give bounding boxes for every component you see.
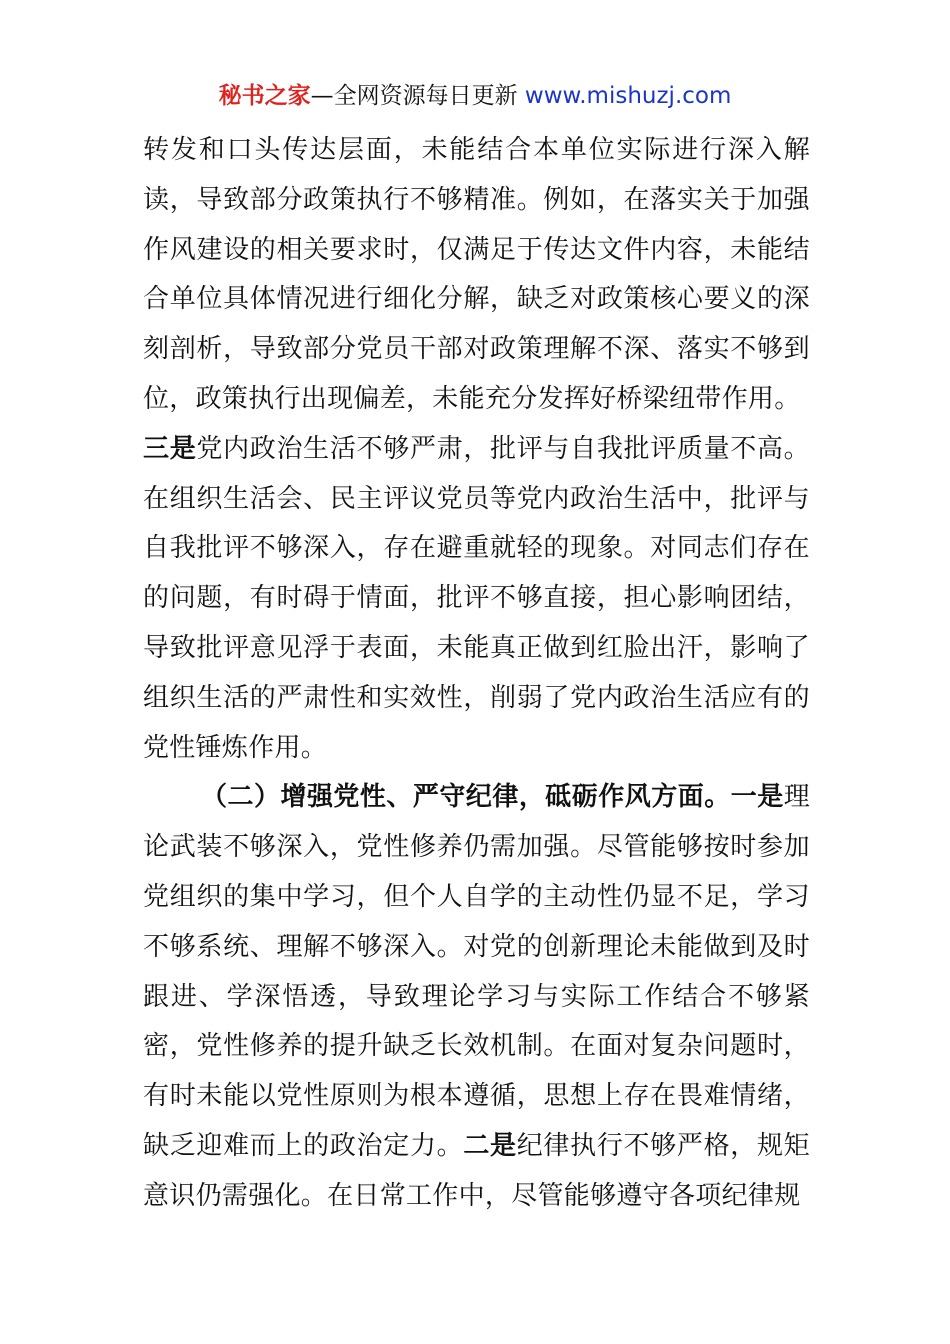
paragraph-3-text-2: 纪律执行不够严格，规矩意识仍需强化。在日常工作中，尽管能够遵守各项纪律规: [143, 1130, 810, 1211]
paragraph-1: 转发和口头传达层面，未能结合本单位实际进行深入解读，导致部分政策执行不够精准。例如，在落实关于加强作风建设的相关要求时，仅满足于传达文件内容，未能结合单位具体情况进行细化分解，缺乏对政策核心要义的深刻剖析，导致部分党员干部对政策理解不深、落实不够到位，政策执行出现偏差，未能充分发挥好桥梁纽带作用。: [143, 135, 810, 414]
header-brand: 秘书之家: [218, 83, 311, 109]
section-heading: （二）增强党性、严守纪律，砥砺作风方面。: [201, 782, 731, 813]
paragraph-2-text: 党内政治生活不够严肃，批评与自我批评质量不高。在组织生活会、民主评议党员等党内政治生活中，批评与自我批评不够深入，存在避重就轻的现象。对同志们存在的问题，有时碍于情面，批评不够直接，担心影响团结，导致批评意见浮于表面，未能真正做到红脸出汗，影响了组织生活的严肃性和实效性，削弱了党内政治生活应有的党性锤炼作用。: [143, 433, 810, 763]
document-body: [143, 126, 810, 1222]
paragraph-3-lead-2: 二是: [463, 1130, 517, 1161]
paragraph-3-lead-1: 一是: [730, 782, 784, 813]
paragraph-2-lead: 三是: [143, 433, 197, 464]
header-tagline: —全网资源每日更新: [310, 83, 518, 109]
paragraph-2: [143, 425, 810, 774]
paragraph-3-text-1: 理论武装不够深入，党性修养仍需加强。尽管能够按时参加党组织的集中学习，但个人自学的主动性仍显不足，学习不够系统、理解不够深入。对党的创新理论未能做到及时跟进、学深悟透，导致理论学习与实际工作结合不够紧密，党性修养的提升缺乏长效机制。在面对复杂问题时，有时未能以党性原则为根本遵循，思想上存在畏难情绪，缺乏迎难而上的政治定力。: [143, 782, 810, 1161]
header-site-link[interactable]: www.mishuzj.com: [524, 83, 732, 109]
paragraph-3: [143, 773, 810, 1221]
document-header: [0, 80, 950, 112]
